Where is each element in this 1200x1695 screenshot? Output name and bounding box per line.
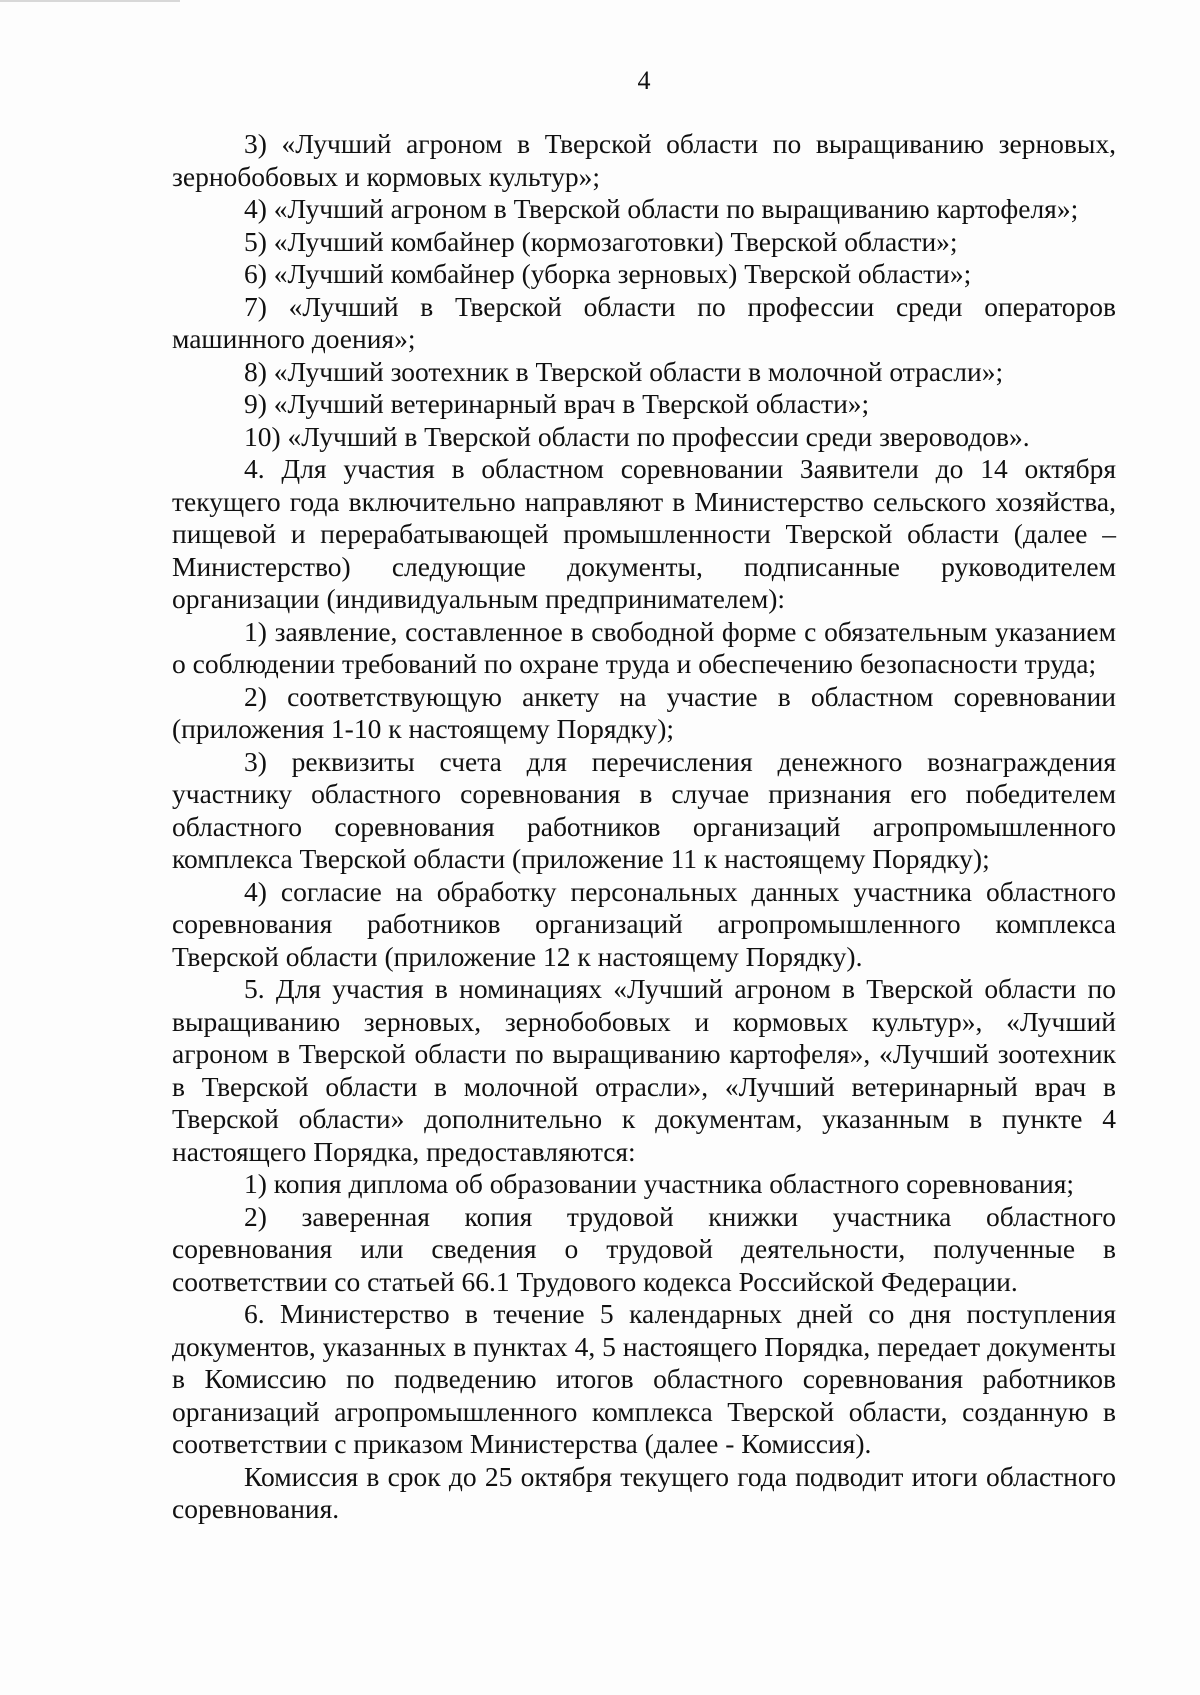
paragraph-commission: Комиссия в срок до 25 октября текущего года подводит итоги областного соревнования. [172,1460,1116,1524]
paragraph-clause-5: 5. Для участия в номинациях «Лучший агроном в Тверской области по выращиванию зерновых, зернобобовых и кормовых культур», «Лучший агроном в Тверской области по выращиванию картофеля», «Лучший зоотехник в Тверской области в молочной отрасли», «Лучший ветеринарный врач в Тверской области» дополнительно к документам, указанным в пункте 4 настоящего Порядка, предоставляются: [172,973,1116,1167]
page-number: 4 [637,66,651,95]
paragraph-nomination-7: 7) «Лучший в Тверской области по профессии среди операторов машинного доения»; [172,290,1116,354]
paragraph-nomination-10: 10) «Лучший в Тверской области по профессии среди звероводов». [244,420,1030,452]
paragraph-clause-5-item-2: 2) заверенная копия трудовой книжки участника областного соревнования или сведения о трудовой деятельности, полученные в соответствии со статьей 66.1 Трудового кодекса Российской Федерации. [172,1200,1116,1297]
paragraph-clause-4-item-2: 2) соответствующую анкету на участие в областном соревновании (приложения 1-10 к настоящему Порядку); [172,680,1116,744]
paragraph-nomination-4: 4) «Лучший агроном в Тверской области по выращиванию картофеля»; [244,193,1079,224]
scan-edge-line [0,0,180,2]
paragraph-clause-4-item-4: 4) согласие на обработку персональных данных участника областного соревнования работников организаций агропромышленного комплекса Тверской области (приложение 12 к настоящему Порядку). [172,875,1116,972]
paragraph-nomination-3: 3) «Лучший агроном в Тверской области по выращиванию зерновых, зернобобовых и кормовых культур»; [172,128,1116,192]
paragraph-nomination-9: 9) «Лучший ветеринарный врач в Тверской области»; [244,388,870,419]
paragraph-clause-4-item-3: 3) реквизиты счета для перечисления денежного вознаграждения участнику областного соревнования в случае признания его победителем областного соревнования работников организаций агропромышленного комплекса Тверской области (приложение 11 к настоящему Порядку); [172,745,1116,874]
paragraph-nomination-5: 5) «Лучший комбайнер (кормозаготовки) Тверской области»; [244,225,958,257]
paragraph-nomination-6: 6) «Лучший комбайнер (уборка зерновых) Тверской области»; [244,258,972,289]
paragraph-nomination-8: 8) «Лучший зоотехник в Тверской области в молочной отрасли»; [244,355,1004,387]
paragraph-clause-5-item-1: 1) копия диплома об образовании участника областного соревнования; [244,1168,1075,1199]
document-body [172,128,1116,1526]
paragraph-clause-6: 6. Министерство в течение 5 календарных дней со дня поступления документов, указанных в пунктах 4, 5 настоящего Порядка, передает документы в Комиссию по подведению итогов областного соревнования работников организаций агропромышленного комплекса Тверской области, созданную в соответствии с приказом Министерства (далее - Комиссия). [172,1298,1116,1459]
paragraph-clause-4: 4. Для участия в областном соревновании Заявители до 14 октября текущего года включительно направляют в Министерство сельского хозяйства, пищевой и перерабатывающей промышленности Тверской области (далее – Министерство) следующие документы, подписанные руководителем организации (индивидуальным предпринимателем): [172,453,1116,614]
paragraph-clause-4-item-1: 1) заявление, составленное в свободной форме с обязательным указанием о соблюдении требований по охране труда и обеспечению безопасности труда; [172,615,1116,679]
